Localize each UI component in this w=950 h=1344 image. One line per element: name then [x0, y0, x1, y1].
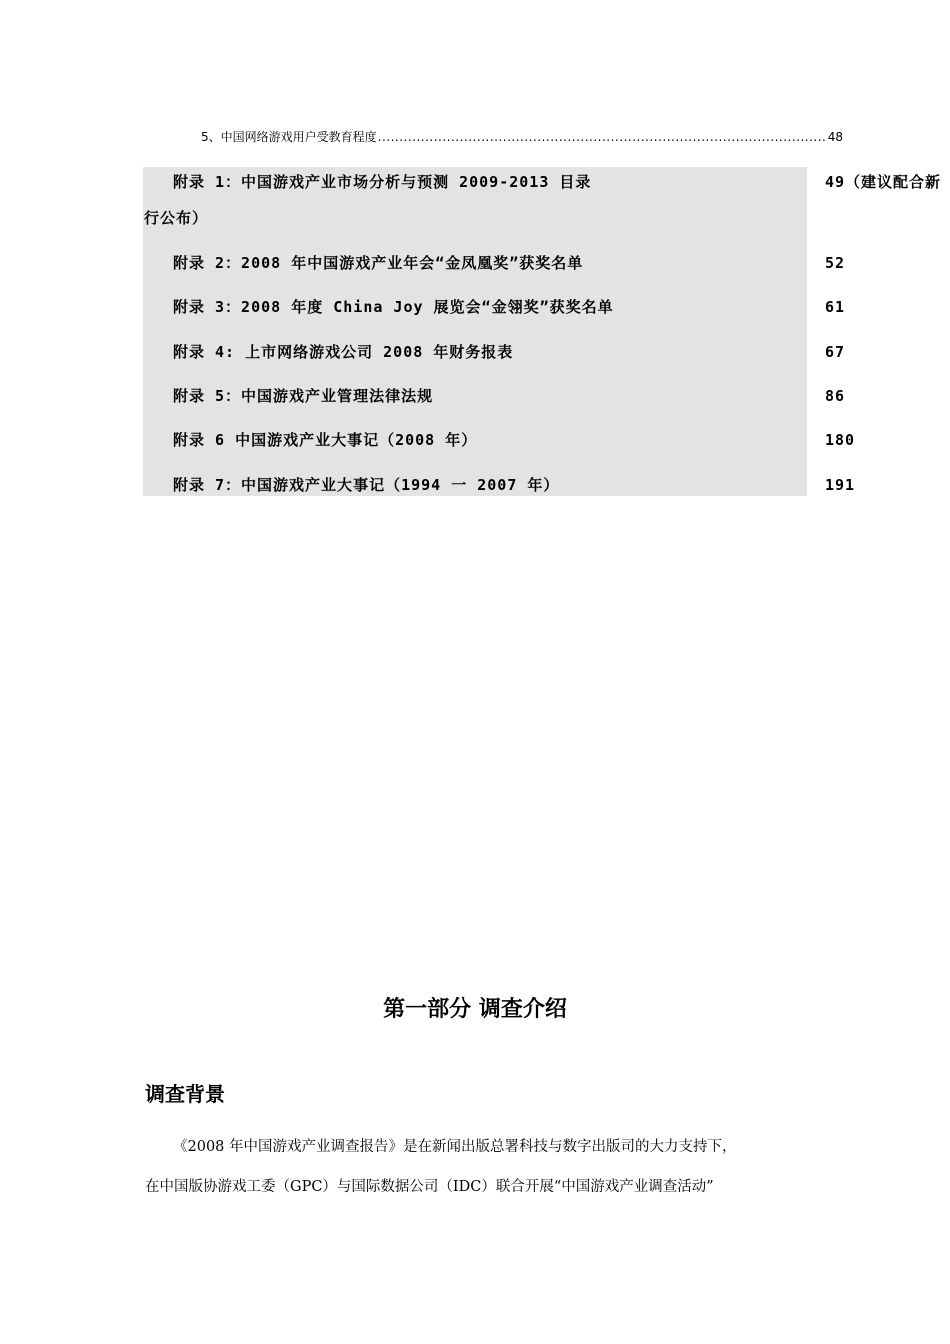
appendix-2-title[interactable]: 附录 2：2008 年中国游戏产业年会“金凤凰奖”获奖名单 [173, 254, 584, 272]
appendix-2-page: 52 [825, 254, 846, 272]
appendix-4-page: 67 [825, 343, 846, 361]
toc-dot-leader [378, 128, 827, 146]
appendix-4-title[interactable]: 附录 4: 上市网络游戏公司 2008 年财务报表 [173, 343, 514, 361]
appendix-7-page: 191 [825, 476, 856, 494]
toc-entry-page: 48 [827, 130, 843, 144]
section-title: 调查背景 [145, 1082, 225, 1106]
paragraph-line-1: 《2008 年中国游戏产业调查报告》是在新闻出版总署科技与数字出版司的大力支持下， [173, 1139, 737, 1155]
appendix-3-page: 61 [825, 298, 846, 316]
toc-entry-label: 5、中国网络游戏用户受教育程度 [201, 130, 377, 144]
appendix-5-page: 86 [825, 387, 846, 405]
appendix-7-title[interactable]: 附录 7：中国游戏产业大事记（1994 一 2007 年） [173, 476, 560, 494]
paragraph-line-2: 在中国版协游戏工委（GPC）与国际数据公司（IDC）联合开展“中国游戏产业调查活动” [145, 1179, 714, 1195]
appendix-1-title[interactable]: 附录 1：中国游戏产业市场分析与预测 2009-2013 目录 [173, 173, 592, 191]
part-title: 第一部分 调查介绍 [383, 997, 567, 1022]
appendix-1-continuation: 行公布） [144, 209, 209, 227]
appendix-3-title[interactable]: 附录 3：2008 年度 China Joy 展览会“金翎奖”获奖名单 [173, 298, 614, 316]
appendix-5-title[interactable]: 附录 5：中国游戏产业管理法律法规 [173, 387, 434, 405]
appendix-6-page: 180 [825, 431, 856, 449]
appendix-6-title[interactable]: 附录 6 中国游戏产业大事记（2008 年） [173, 431, 478, 449]
appendix-1-page: 49（建议配合新 [825, 173, 942, 191]
toc-entry[interactable] [201, 128, 843, 146]
